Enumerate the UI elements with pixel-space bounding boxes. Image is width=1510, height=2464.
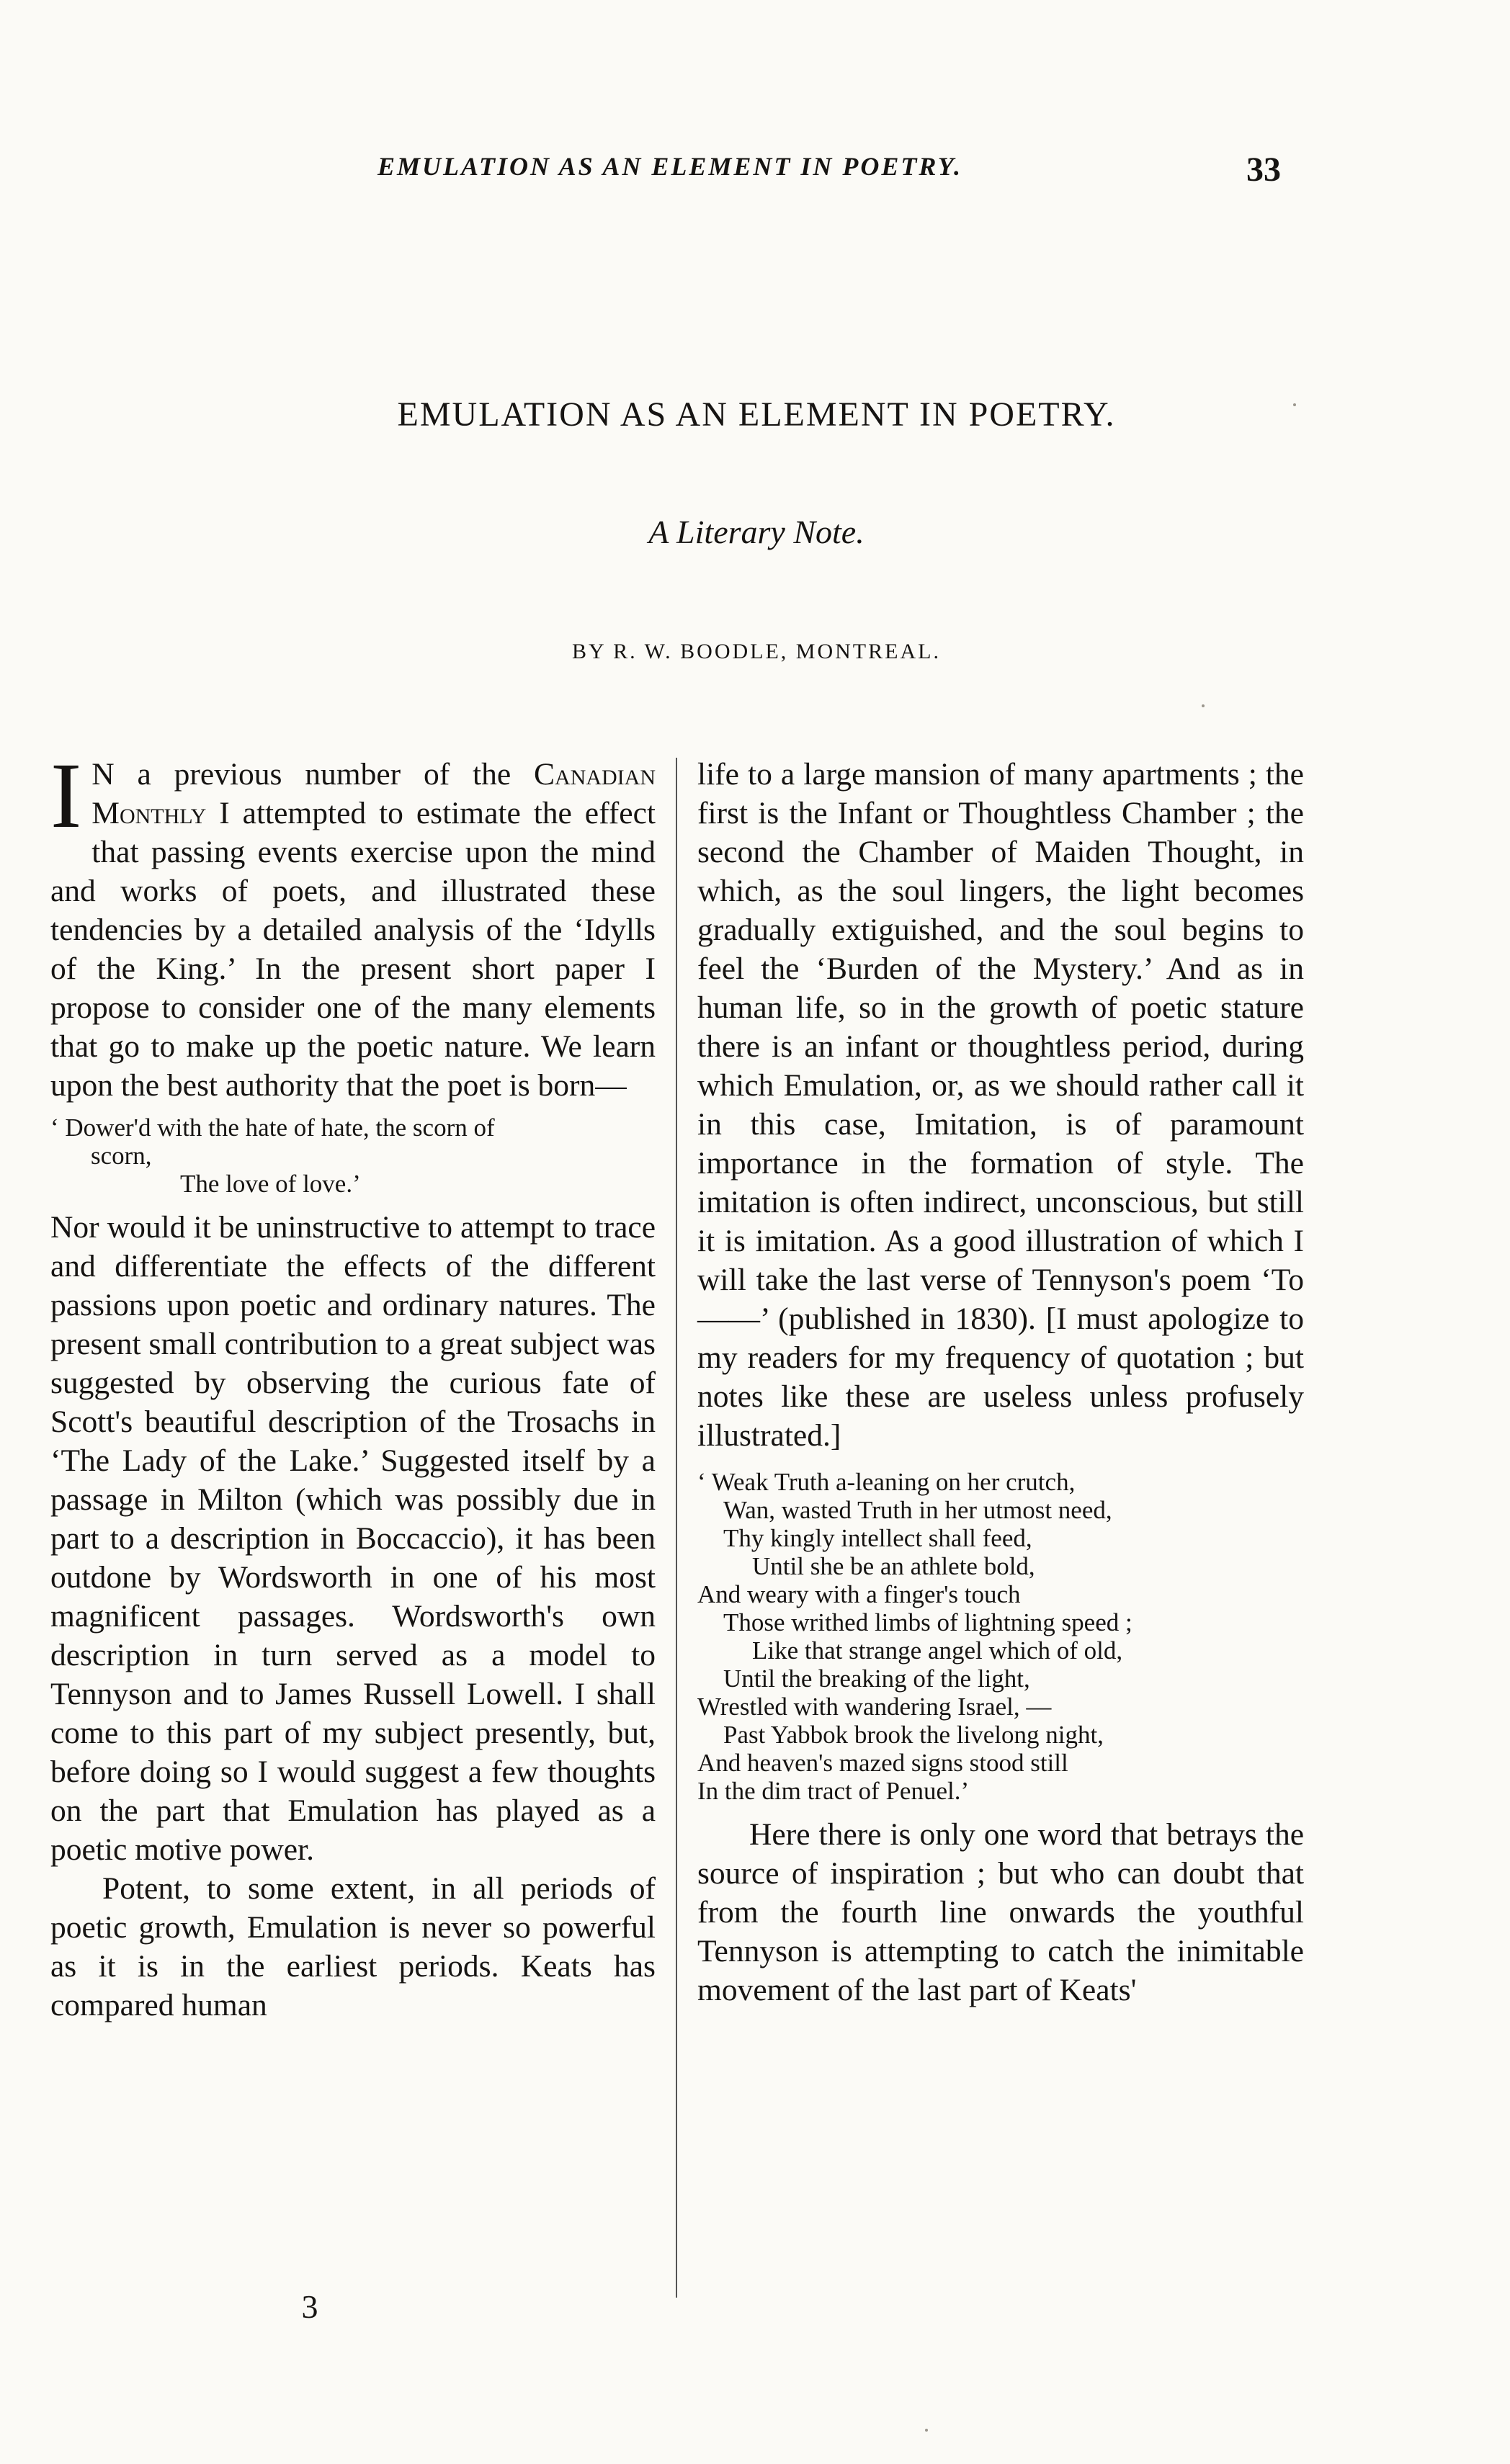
verse-line: And weary with a finger's touch [697,1580,1021,1608]
article-byline: BY R. W. BOODLE, MONTREAL. [572,640,941,663]
paper-speck [1202,704,1205,707]
verse-line: And heaven's mazed signs stood still [697,1749,1068,1777]
verse-line: ‘ Dower'd with the hate of hate, the scorn of [50,1114,495,1142]
verse-line: scorn, [91,1142,152,1170]
right-paragraph-2: Here there is only one word that betrays the source of inspiration ; but who can doubt that from the fourth line onwards the youthful Tennyson is attempting to catch the inimitable movement of the last part of Keats' [697,1817,1304,2007]
signature-mark: 3 [301,2288,318,2325]
verse-quotation-2 [697,1468,1304,1805]
page-number: 33 [1246,151,1281,189]
article-subtitle: A Literary Note. [648,514,865,550]
drop-cap: I [50,744,82,848]
verse-line: Thy kingly intellect shall feed, [723,1524,1032,1552]
left-paragraph-1-text-b: I attempted to estimate the effect that passing events exercise upon the mind and works of poets, and illustrated these tendencies by a detailed analysis of the ‘Idylls of the King.’ In the present short paper I propose to consider one of the many elements that go to make up the poetic nature. We learn upon the best authority that the poet is born— [50,796,656,1103]
verse-line: In the dim tract of Penuel.’ [697,1777,970,1805]
verse-line: Those writhed limbs of lightning speed ; [723,1608,1132,1636]
verse-line: Like that strange angel which of old, [752,1636,1123,1665]
verse-line: Past Yabbok brook the livelong night, [723,1721,1104,1749]
left-paragraph-1 [50,744,656,1105]
paper-speck [925,2429,928,2432]
verse-line: ‘ Weak Truth a-leaning on her crutch, [697,1468,1076,1496]
magazine-name: Canadian Monthly [91,757,656,830]
right-paragraph-1: life to a large mansion of many apartments ; the first is the Infant or Thoughtless Chamber ; the second the Chamber of Maiden Thought, in which, as the soul lingers, the light becomes gradually extiguished, and the soul begins to feel the ‘Burden of the Mystery.’ And as in human life, so in the growth of poetic stature there is an infant or thoughtless period, during which Emulation, or, as we should rather call it in this case, Imitation, is of paramount importance in the formation of style. The imitation is often indirect, unconscious, but still it is imitation. As a good illustration of which I will take the last verse of Tennyson's poem ‘To ——’ (published in 1830). [I must apologize to my readers for my frequency of quotation ; but notes like these are useless unless profusely illustrated.] [697,757,1304,1453]
verse-line: Until the breaking of the light, [723,1665,1030,1693]
paper-speck [1293,403,1296,406]
verse-line: The love of love.’ [180,1170,361,1198]
verse-quotation-1 [50,1114,656,1198]
running-head: EMULATION AS AN ELEMENT IN POETRY. [377,152,963,181]
verse-line: Wrestled with wandering Israel, — [697,1693,1052,1721]
left-paragraph-1-text-a: N a previous number of the [91,757,534,792]
left-paragraph-3: Potent, to some extent, in all periods of poetic growth, Emulation is never so powerful as it is in the earliest periods. Keats has compared human [50,1871,656,2022]
right-column [697,755,1304,2010]
left-column [50,744,656,2025]
verse-line: Until she be an athlete bold, [752,1552,1035,1580]
column-rule [676,758,677,2298]
article-title: EMULATION AS AN ELEMENT IN POETRY. [397,395,1116,434]
left-paragraph-2: Nor would it be uninstructive to attempt to trace and differentiate the effects of the different passions upon poetic and ordinary natures. The present small contribution to a great subject was suggested by observing the curious fate of Scott's beautiful description of the Trosachs in ‘The Lady of the Lake.’ Suggested itself by a passage in Milton (which was possibly due in part to a description in Boccaccio), it has been outdone by Wordsworth in one of his most magnificent passages. Wordsworth's own description in turn served as a model to Tennyson and to James Russell Lowell. I shall come to this part of my subject presently, but, before doing so I would suggest a few thoughts on the part that Emulation has played as a poetic motive power. [50,1210,656,1867]
verse-line: Wan, wasted Truth in her utmost need, [723,1496,1112,1524]
